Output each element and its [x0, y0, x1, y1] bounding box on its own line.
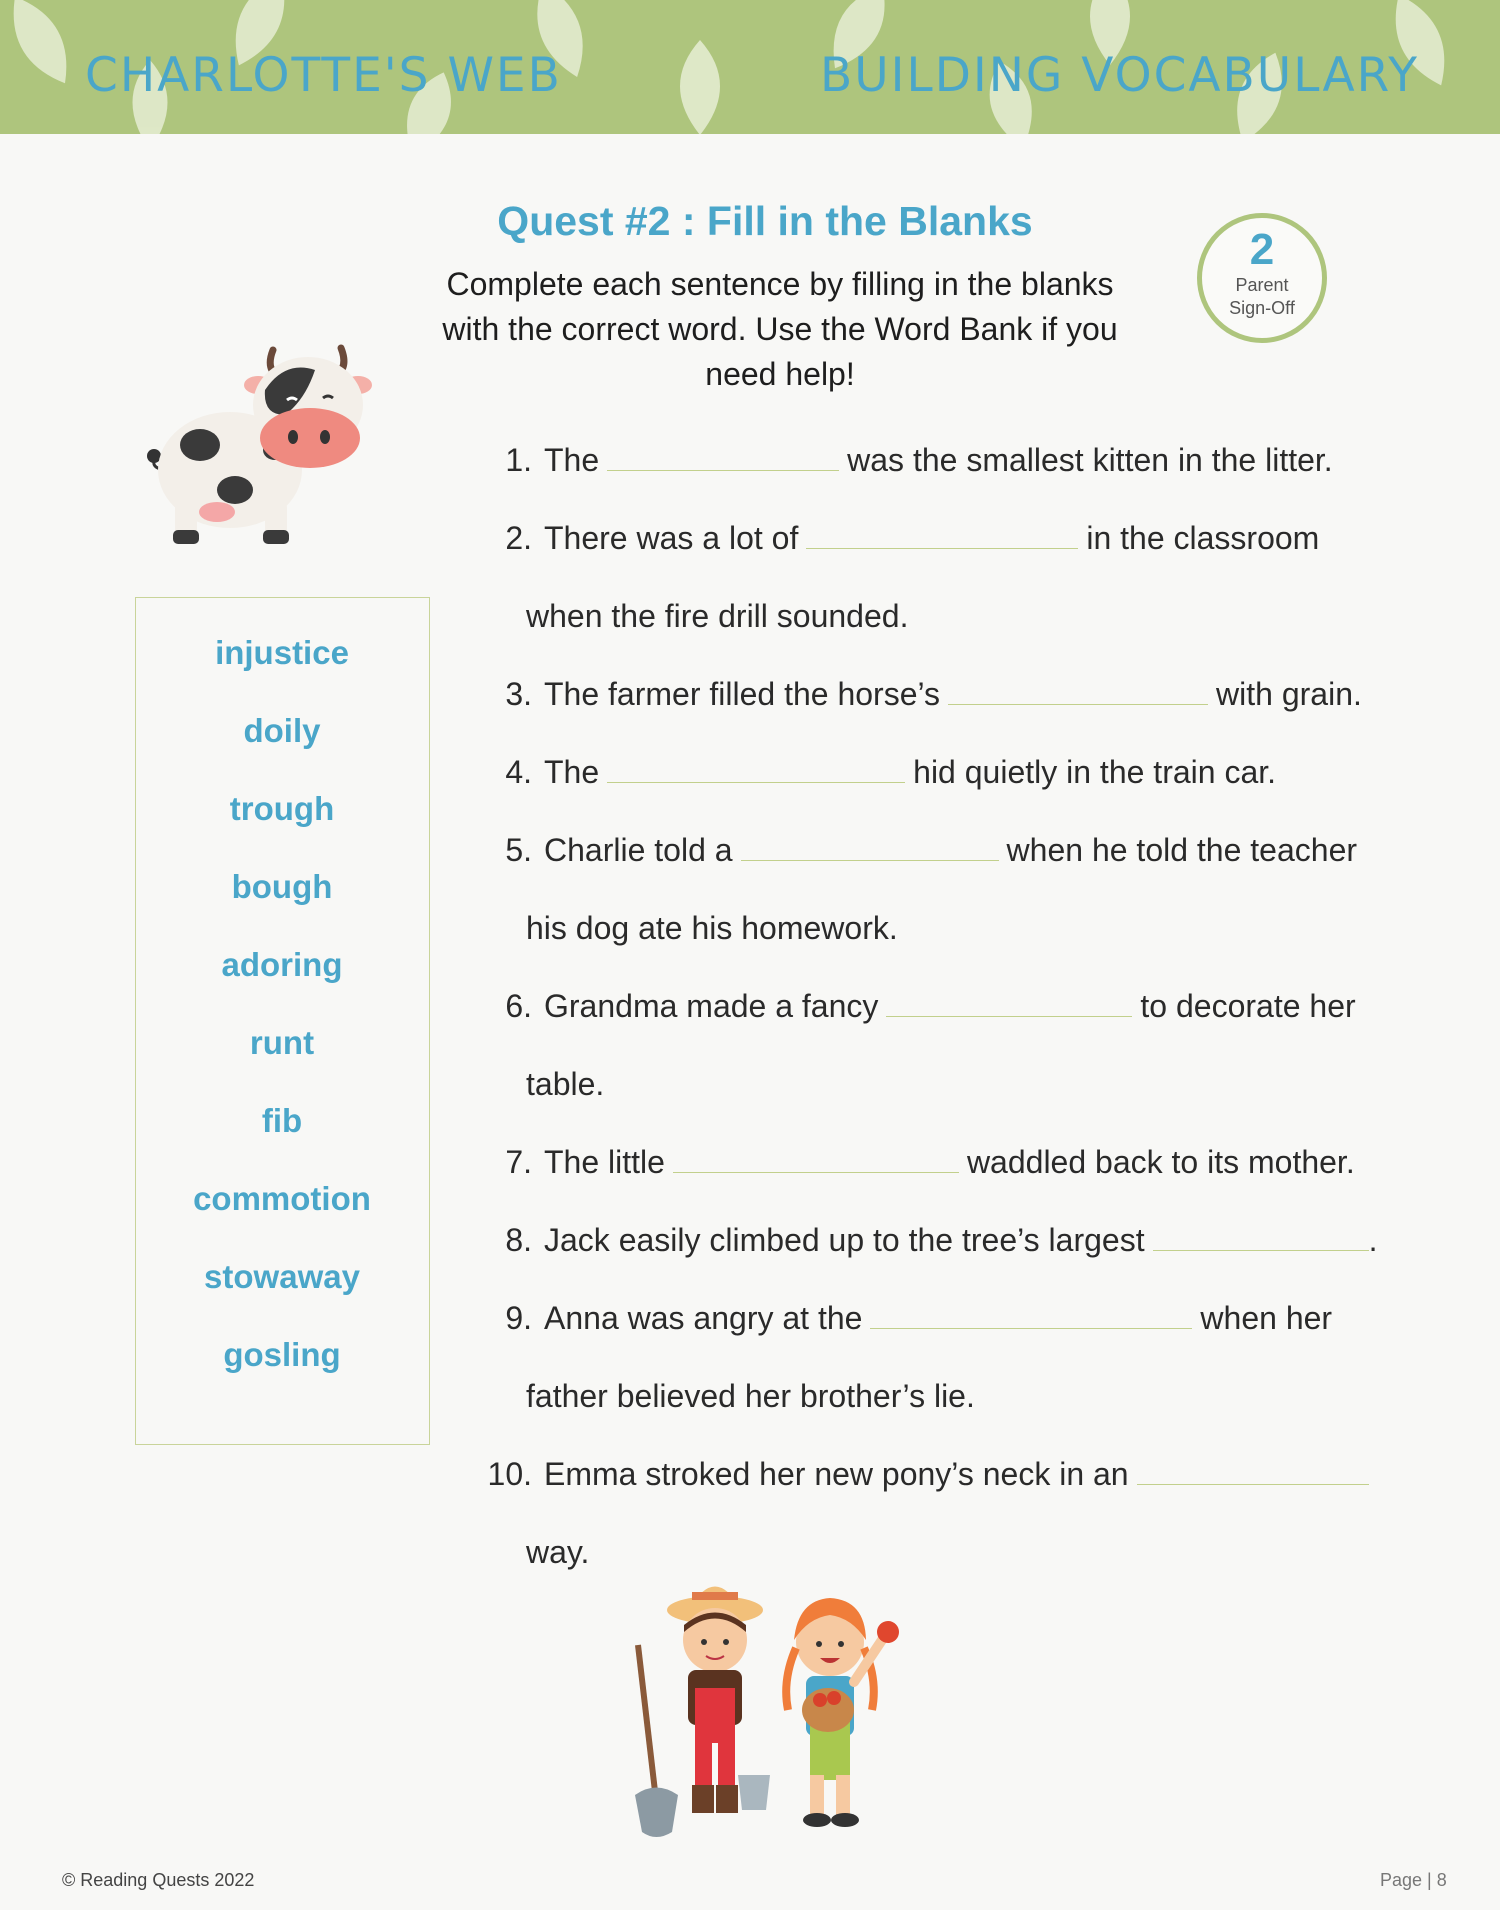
answer-blank[interactable] — [607, 440, 839, 471]
answer-blank[interactable] — [806, 518, 1078, 549]
word-bank-item: injustice — [215, 634, 349, 671]
sentence-6-continued: table. — [526, 1066, 605, 1102]
sentence-text: when he told the teacher — [1006, 832, 1358, 868]
parent-signoff-badge[interactable] — [1197, 213, 1327, 343]
sentence-text: The — [544, 754, 600, 790]
sentence-text: Grandma made a fancy — [544, 988, 879, 1024]
answer-blank[interactable] — [886, 986, 1132, 1017]
page-number: Page | 8 — [1380, 1870, 1447, 1890]
sentence-4 — [460, 752, 1276, 792]
sentence-6 — [460, 986, 1356, 1026]
badge-number: 2 — [1249, 225, 1275, 274]
sentence-text: The little — [544, 1144, 665, 1180]
book-title: CHARLOTTE'S WEB — [85, 48, 562, 103]
word-bank-item: gosling — [223, 1336, 341, 1373]
sentence-text: The — [544, 442, 600, 478]
answer-blank[interactable] — [1137, 1454, 1369, 1485]
word-bank — [135, 597, 430, 1445]
sentence-text: hid quietly in the train car. — [913, 754, 1277, 790]
sentence-text: Emma stroked her new pony’s neck in an — [544, 1456, 1129, 1492]
farm-kids-illustration — [620, 1570, 940, 1845]
header-banner — [0, 0, 1500, 134]
sentence-number: 1. — [505, 442, 532, 478]
section-title: BUILDING VOCABULARY — [820, 48, 1419, 103]
sentence-text: to decorate her — [1140, 988, 1356, 1024]
instructions-line: need help! — [705, 356, 855, 392]
cow-illustration — [145, 340, 375, 550]
sentence-10-continued: way. — [526, 1534, 590, 1570]
sentence-9 — [460, 1298, 1332, 1338]
answer-blank[interactable] — [1153, 1220, 1369, 1251]
word-bank-item: doily — [243, 712, 321, 749]
sentence-number: 9. — [505, 1300, 532, 1336]
answer-blank[interactable] — [948, 674, 1208, 705]
sentence-5-continued: his dog ate his homework. — [526, 910, 898, 946]
sentence-number: 6. — [505, 988, 532, 1024]
quest-title: Quest #2 : Fill in the Blanks — [497, 198, 1033, 244]
copyright: © Reading Quests 2022 — [62, 1870, 255, 1890]
sentence-text: . — [1368, 1222, 1378, 1258]
answer-blank[interactable] — [607, 752, 905, 783]
sentence-8 — [460, 1220, 1377, 1260]
sentence-text: was the smallest kitten in the litter. — [847, 442, 1333, 478]
sentence-3 — [460, 674, 1362, 714]
sentence-text: waddled back to its mother. — [966, 1144, 1355, 1180]
sentence-10 — [460, 1454, 1377, 1494]
sentence-7 — [460, 1142, 1355, 1182]
sentence-number: 8. — [505, 1222, 532, 1258]
sentence-text: when her — [1200, 1300, 1333, 1336]
answer-blank[interactable] — [870, 1298, 1192, 1329]
sentence-text: in the classroom — [1086, 520, 1320, 556]
answer-blank[interactable] — [741, 830, 999, 861]
sentence-text: The farmer filled the horse’s — [544, 676, 941, 712]
sentence-1 — [460, 440, 1333, 480]
answer-blank[interactable] — [673, 1142, 959, 1173]
sentence-text: There was a lot of — [544, 520, 799, 556]
sentence-number: 4. — [505, 754, 532, 790]
sentence-9-continued: father believed her brother’s lie. — [526, 1378, 975, 1414]
sentence-number: 2. — [505, 520, 532, 556]
sentence-number: 7. — [505, 1144, 532, 1180]
word-bank-item: fib — [261, 1102, 303, 1139]
sentence-number: 5. — [505, 832, 532, 868]
sentence-2-continued: when the fire drill sounded. — [526, 598, 909, 634]
sentence-text: Jack easily climbed up to the tree’s largest — [544, 1222, 1145, 1258]
instructions — [400, 262, 1160, 397]
word-bank-item: bough — [231, 868, 333, 905]
sentence-text: with grain. — [1216, 676, 1362, 712]
instructions-line: Complete each sentence by filling in the blanks — [446, 266, 1114, 302]
word-bank-item: commotion — [193, 1180, 371, 1217]
word-bank-item: stowaway — [204, 1258, 360, 1295]
sentence-text: Anna was angry at the — [544, 1300, 863, 1336]
word-bank-item: trough — [229, 790, 335, 827]
sentence-text: Charlie told a — [544, 832, 733, 868]
word-bank-item: runt — [249, 1024, 315, 1061]
badge-label: Parent Sign-Off — [1229, 275, 1295, 318]
sentence-2 — [460, 518, 1319, 558]
sentence-number: 3. — [505, 676, 532, 712]
sentence-5 — [460, 830, 1357, 870]
instructions-line: with the correct word. Use the Word Bank if you — [442, 311, 1118, 347]
sentence-number: 10. — [487, 1456, 532, 1492]
word-bank-item: adoring — [221, 946, 343, 983]
